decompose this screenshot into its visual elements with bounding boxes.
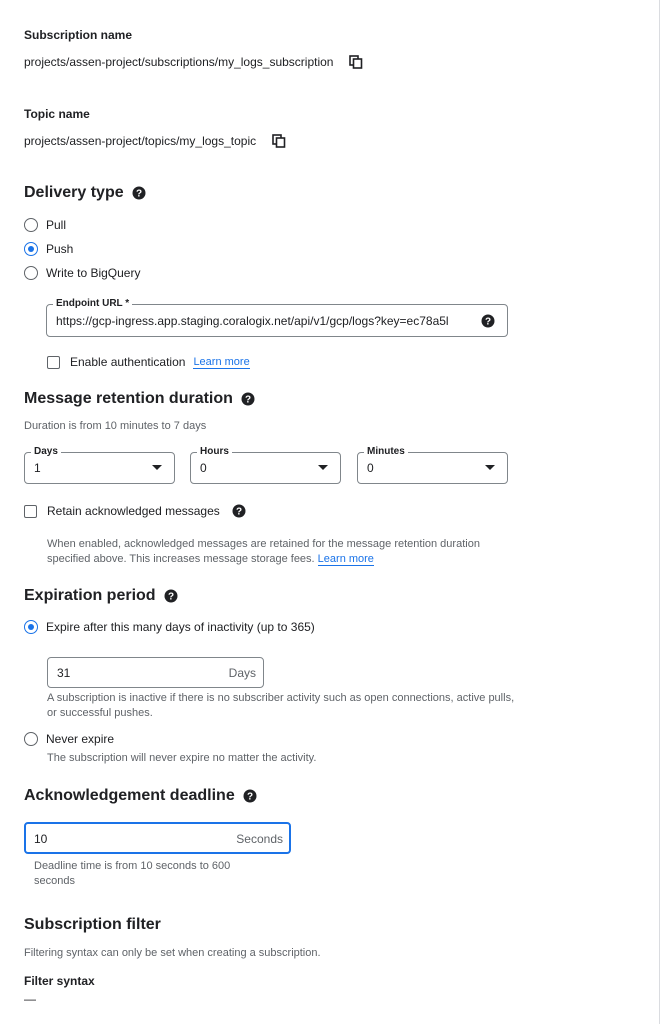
enable-auth-row[interactable]	[47, 355, 250, 369]
filter-title: Subscription filter	[24, 916, 161, 933]
topic-name-label: Topic name	[24, 107, 90, 121]
delivery-option-pull-label: Pull	[46, 218, 67, 232]
learn-more-link[interactable]: Learn more	[317, 553, 374, 565]
help-icon[interactable]	[243, 789, 257, 803]
subscription-name-label: Subscription name	[24, 28, 133, 42]
retain-acked-checkbox[interactable]	[24, 505, 37, 518]
hours-label: Hours	[197, 446, 232, 458]
copy-icon[interactable]	[272, 134, 286, 148]
svg-text:?: ?	[244, 394, 251, 406]
help-icon[interactable]	[241, 392, 255, 406]
svg-text:?: ?	[135, 188, 142, 200]
expire-after-option[interactable]	[24, 620, 315, 634]
radio-expire-after[interactable]	[24, 620, 38, 634]
enable-auth-label: Enable authentication	[70, 355, 186, 369]
delivery-type-heading	[24, 184, 146, 202]
days-label: Days	[31, 446, 61, 458]
help-icon[interactable]	[232, 504, 246, 518]
retention-heading	[24, 390, 255, 408]
minutes-select[interactable]	[357, 446, 508, 484]
delivery-option-bigquery[interactable]	[24, 266, 140, 280]
retain-acked-desc-text: When enabled, acknowledged messages are retained for the message retention duration specified above. This increases message storage fees.	[47, 538, 480, 565]
retain-acked-label: Retain acknowledged messages	[47, 504, 220, 518]
days-value: 1	[34, 461, 41, 475]
expiration-days-suffix: Days	[228, 666, 256, 680]
ack-deadline-field[interactable]	[24, 822, 291, 854]
expiration-title: Expiration period	[24, 587, 156, 604]
ack-deadline-suffix: Seconds	[236, 832, 283, 846]
help-icon[interactable]	[132, 186, 146, 200]
radio-push[interactable]	[24, 242, 38, 256]
delivery-option-push-label: Push	[46, 242, 74, 256]
inactive-description: A subscription is inactive if there is no subscriber activity such as open connections, active pulls, or successful pushes.	[47, 692, 515, 719]
retention-title: Message retention duration	[24, 390, 233, 407]
filter-syntax-label: Filter syntax	[24, 974, 95, 988]
never-expire-description: The subscription will never expire no matter the activity.	[47, 752, 317, 764]
ack-title: Acknowledgement deadline	[24, 787, 235, 804]
days-select[interactable]	[24, 446, 175, 484]
never-expire-option[interactable]	[24, 732, 114, 746]
filter-syntax-value: —	[24, 992, 36, 1006]
endpoint-url-input[interactable]: https://gcp-ingress.app.staging.coralogix.net/api/v1/gcp/logs?key=ec78a5l	[56, 314, 449, 328]
never-expire-label: Never expire	[46, 732, 115, 746]
delivery-option-bigquery-label: Write to BigQuery	[46, 266, 141, 280]
radio-never-expire[interactable]	[24, 732, 38, 746]
radio-pull[interactable]	[24, 218, 38, 232]
svg-text:?: ?	[235, 506, 242, 518]
chevron-down-icon	[318, 465, 328, 470]
topic-name-row	[24, 134, 286, 148]
minutes-value: 0	[367, 461, 374, 475]
radio-bigquery[interactable]	[24, 266, 38, 280]
hours-select[interactable]	[190, 446, 341, 484]
delivery-option-pull[interactable]	[24, 218, 66, 232]
learn-more-link[interactable]: Learn more	[193, 355, 250, 368]
hours-value: 0	[200, 461, 207, 475]
subscription-name-value: projects/assen-project/subscriptions/my_logs_subscription	[24, 55, 334, 69]
delivery-option-push[interactable]	[24, 242, 73, 256]
retain-acked-row[interactable]	[24, 504, 246, 518]
filter-description: Filtering syntax can only be set when creating a subscription.	[24, 947, 321, 959]
svg-text:?: ?	[484, 316, 492, 328]
svg-text:?: ?	[246, 791, 253, 803]
expire-after-label: Expire after this many days of inactivity (up to 365)	[46, 620, 315, 634]
help-icon[interactable]	[481, 314, 495, 328]
chevron-down-icon	[152, 465, 162, 470]
ack-deadline-hint: Deadline time is from 10 seconds to 600 seconds	[34, 860, 231, 887]
retain-acked-description	[47, 537, 507, 567]
expiration-days-input[interactable]: 31	[57, 666, 71, 680]
topic-name-value: projects/assen-project/topics/my_logs_topic	[24, 134, 257, 148]
copy-icon[interactable]	[349, 55, 363, 69]
expiration-days-field[interactable]	[47, 657, 264, 688]
chevron-down-icon	[485, 465, 495, 470]
endpoint-url-label: Endpoint URL *	[53, 298, 132, 310]
ack-deadline-input[interactable]: 10	[34, 832, 48, 846]
endpoint-url-field[interactable]	[46, 298, 508, 337]
subscription-name-row	[24, 55, 363, 69]
ack-heading	[24, 787, 257, 805]
svg-text:?: ?	[167, 591, 174, 603]
enable-auth-checkbox[interactable]	[47, 356, 60, 369]
expiration-heading	[24, 587, 178, 605]
retention-hint: Duration is from 10 minutes to 7 days	[24, 420, 207, 432]
help-icon[interactable]	[164, 589, 178, 603]
delivery-type-title: Delivery type	[24, 184, 124, 201]
minutes-label: Minutes	[364, 446, 408, 458]
